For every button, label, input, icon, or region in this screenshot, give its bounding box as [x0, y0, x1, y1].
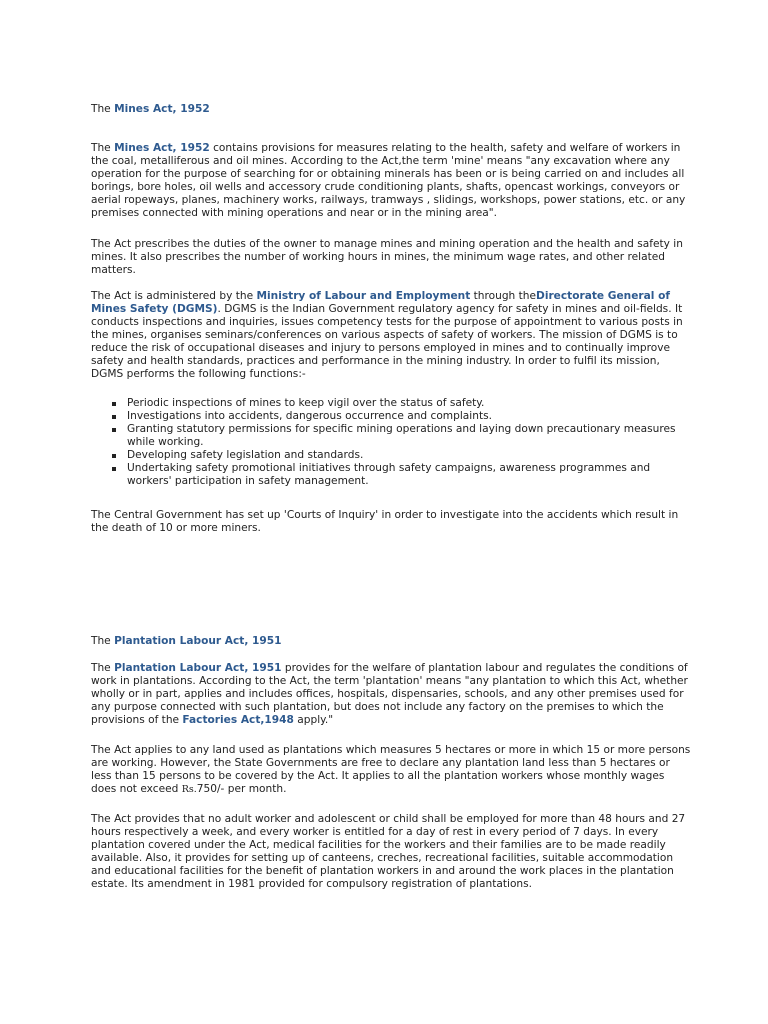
plantation-act-link[interactable]: Plantation Labour Act, 1951: [114, 662, 282, 674]
dgms-function-text: Undertaking safety promotional initiatives through safety campaigns, awareness programmes and workers' participation in safety management.: [127, 462, 651, 487]
paragraph-text: provides for the welfare of plantation labour and regulates the conditions of work in plantations. According to the Act, the term 'plantation' means "any plantation to which this Act, whether wholly or in part, applies and includes offices, hospitals, dispensaries, schools, and any other premises used for any purpose connected with such plantation, but does not include any factory on the premises to which the provisions of the: [91, 662, 688, 726]
dgms-function-item: [91, 449, 691, 462]
dgms-function-item: [91, 410, 691, 423]
mines-act-heading: [91, 103, 691, 116]
mines-act-administration-paragraph: [91, 290, 691, 381]
bullet-icon: [112, 402, 116, 406]
bullet-icon: [112, 454, 116, 458]
currency-symbol: Rs.: [181, 784, 197, 795]
dgms-functions-list-container: [91, 397, 691, 488]
dgms-function-text: Granting statutory permissions for specific mining operations and laying down precautionary measures while working.: [127, 423, 676, 448]
dgms-function-item: [91, 423, 691, 449]
dgms-function-text: Investigations into accidents, dangerous occurrence and complaints.: [127, 410, 492, 422]
dgms-function-item: [91, 462, 691, 488]
paragraph-suffix: apply.": [293, 714, 334, 726]
paragraph-prefix: The Act is administered by the: [91, 290, 257, 302]
plantation-act-applicability-paragraph: [91, 744, 691, 796]
mines-act-intro-paragraph: [91, 142, 691, 220]
bullet-icon: [112, 467, 116, 471]
dgms-function-text: Developing safety legislation and standards.: [127, 449, 364, 461]
heading-prefix: The: [91, 635, 115, 647]
ministry-of-labour-link[interactable]: Ministry of Labour and Employment: [256, 290, 471, 302]
mines-act-link[interactable]: Mines Act, 1952: [114, 142, 210, 154]
paragraph-prefix: The: [91, 142, 115, 154]
factories-act-link[interactable]: Factories Act,1948: [182, 714, 294, 726]
mines-act-duties-paragraph: The Act prescribes the duties of the owner to manage mines and mining operation and the health and safety in mines. It also prescribes the number of working hours in mines, the minimum wage rates, and other related matters.: [91, 238, 683, 276]
paragraph-prefix: The: [91, 662, 115, 674]
dgms-functions-list: [91, 397, 691, 488]
dgms-function-item: [91, 397, 691, 410]
bullet-icon: [112, 415, 116, 419]
plantation-act-intro-paragraph: [91, 662, 691, 727]
bullet-icon: [112, 428, 116, 432]
paragraph-suffix: 750/- per month.: [196, 783, 287, 795]
courts-of-inquiry-paragraph: The Central Government has set up 'Courts of Inquiry' in order to investigate into the accidents which result in the death of 10 or more miners.: [91, 509, 679, 534]
plantation-act-heading: [91, 635, 691, 648]
dgms-function-text: Periodic inspections of mines to keep vigil over the status of safety.: [127, 397, 485, 409]
heading-prefix: The: [91, 103, 115, 115]
paragraph-mid: through the: [470, 290, 537, 302]
paragraph-text: . DGMS is the Indian Government regulatory agency for safety in mines and oil-fields. It conducts inspections and inquiries, issues competency tests for the purpose of appointment to various posts in the mines, organises seminars/conferences on various aspects of safety of workers. The mission of DGMS is to reduce the risk of occupational diseases and injury to persons employed in mines and to continually improve safety and health standards, practices and performance in the mining industry. In order to fulfil its mission, DGMS performs the following functions:-: [91, 303, 683, 380]
paragraph-text: The Act applies to any land used as plantations which measures 5 hectares or more in which 15 or more persons are working. However, the State Governments are free to declare any plantation land less than 5 hectares or less than 15 persons to be covered by the Act. It applies to all the plantation workers whose monthly wages does not exceed: [91, 744, 691, 795]
dgms-link[interactable]: Directorate General of Mines Safety (DGMS): [91, 290, 670, 315]
paragraph-text: contains provisions for measures relating to the health, safety and welfare of workers in the coal, metalliferous and oil mines. According to the Act,the term 'mine' means "any excavation where any operation for the purpose of searching for or obtaining minerals has been or is being carried on and includes all borings, bore holes, oil wells and accessory crude conditioning plants, shafts, opencast workings, conveyors or aerial ropeways, planes, machinery works, railways, tramways , slidings, workshops, power stations, etc. or any premises connected with mining operations and near or in the mining area".: [91, 142, 686, 219]
plantation-act-heading-link[interactable]: Plantation Labour Act, 1951: [114, 635, 282, 647]
mines-act-heading-link[interactable]: Mines Act, 1952: [114, 103, 210, 115]
plantation-act-provisions-paragraph: The Act provides that no adult worker and adolescent or child shall be employed for more than 48 hours and 27 hours respectively a week, and every worker is entitled for a day of rest in every period of 7 days. In every plantation covered under the Act, medical facilities for the workers and their families are to be made readily available. Also, it provides for setting up of canteens, creches, recreational facilities, suitable accommodation and educational facilities for the benefit of plantation workers in and around the work places in the plantation estate. Its amendment in 1981 provided for compulsory registration of plantations.: [91, 813, 686, 890]
